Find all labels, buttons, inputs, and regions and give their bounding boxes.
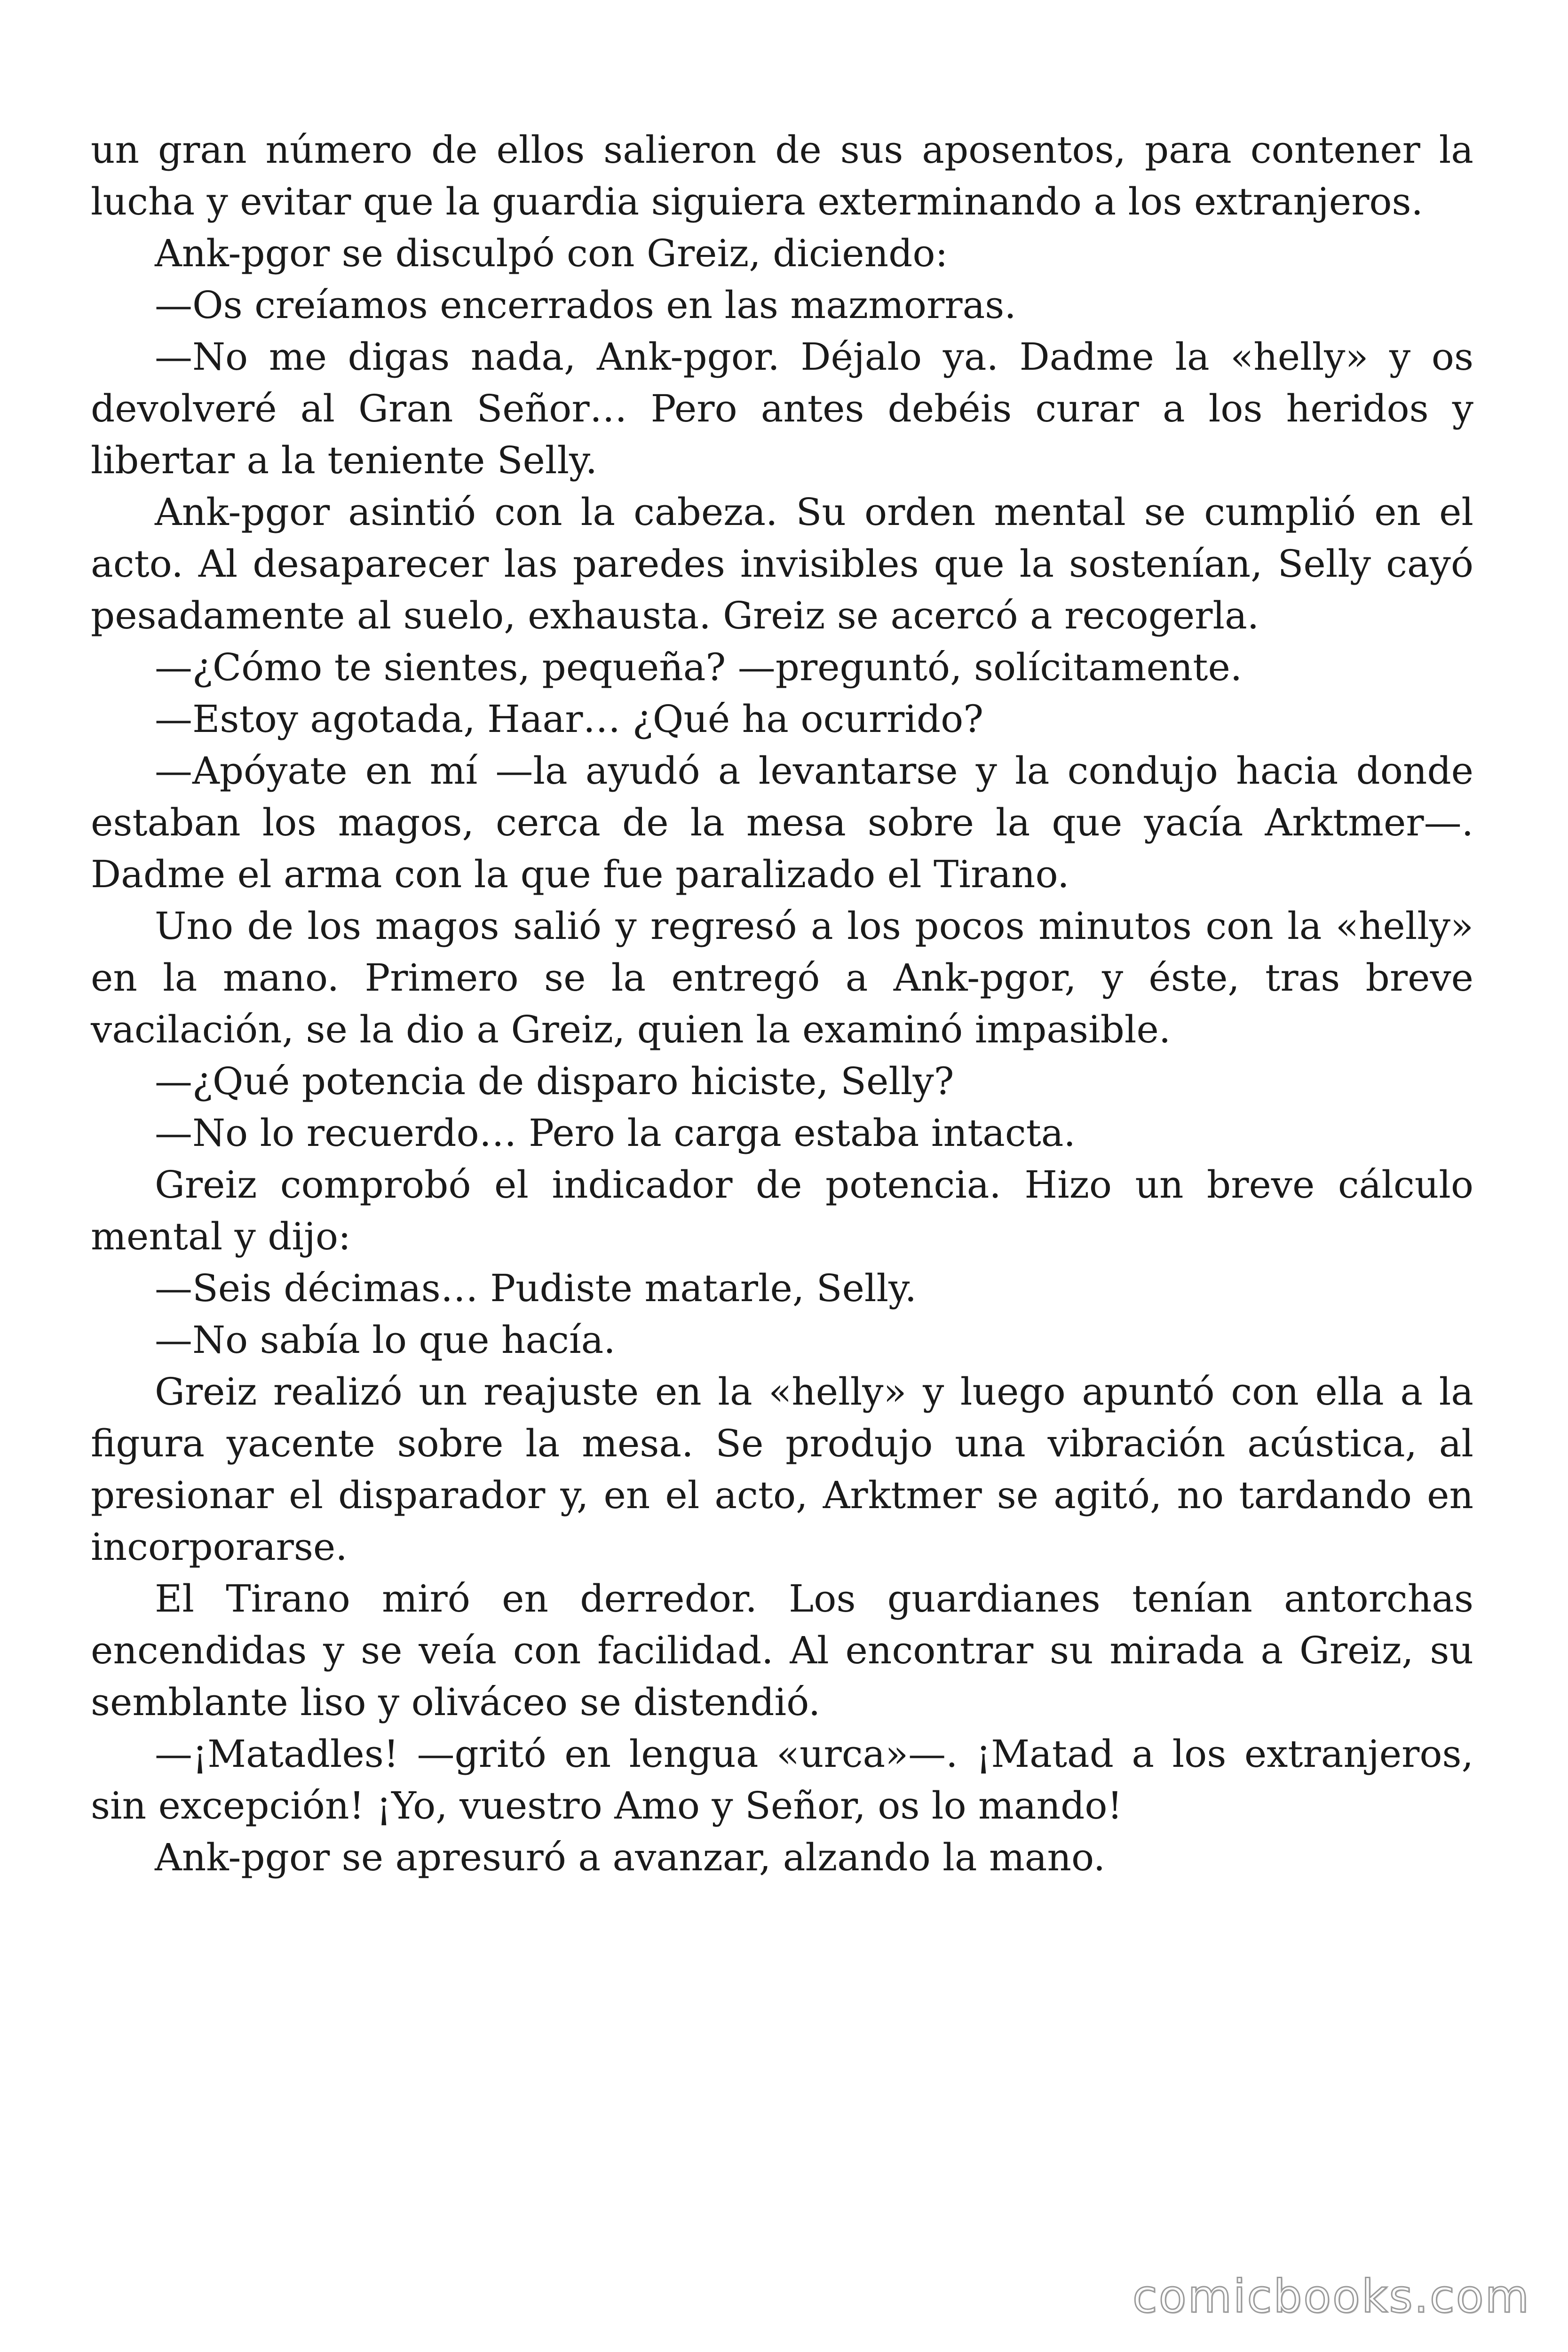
paragraph-9: Uno de los magos salió y regresó a los pocos minutos con la «helly» en la mano. Primero se la entregó a Ank-pgor, y éste, tras breve vacilación, se la dio a Greiz, quien la examinó impasible. [91,904,1473,1051]
watermark: comicbooks.com [1132,2270,1530,2323]
paragraph-1: un gran número de ellos salieron de sus aposentos, para contener la lucha y evitar que la guardia siguiera exterminando a los extranjeros. [91,128,1473,223]
paragraph-5: Ank-pgor asintió con la cabeza. Su orden mental se cumplió en el acto. Al desaparecer las paredes invisibles que la sostenían, Selly cayó pesadamente al suelo, exhausta. Greiz se acercó a recogerla. [91,490,1473,637]
paragraph-15: Greiz realizó un reajuste en la «helly» y luego apuntó con ella a la figura yacente sobre la mesa. Se produjo una vibración acústica, al presionar el disparador y, en el acto, Arktmer se agitó, no tardando en incorporarse. [91,1370,1473,1569]
paragraph-8: —Apóyate en mí —la ayudó a levantarse y la condujo hacia donde estaban los magos, cerca de la mesa sobre la que yacía Arktmer—. Dadme el arma con la que fue paralizado el Tirano. [91,749,1473,896]
paragraph-4: —No me digas nada, Ank-pgor. Déjalo ya. Dadme la «helly» y os devolveré al Gran Señor… Pero antes debéis curar a los heridos y libertar a la teniente Selly. [91,335,1473,482]
paragraph-10: —¿Qué potencia de disparo hiciste, Selly? [155,1059,954,1103]
paragraph-11: —No lo recuerdo… Pero la carga estaba intacta. [155,1111,1076,1155]
paragraph-17: —¡Matadles! —gritó en lengua «urca»—. ¡Matad a los extranjeros, sin excepción! ¡Yo, vuestro Amo y Señor, os lo mando! [91,1732,1473,1828]
paragraph-14: —No sabía lo que hacía. [155,1318,616,1362]
paragraph-18: Ank-pgor se apresuró a avanzar, alzando la mano. [155,1836,1106,1879]
paragraph-16: El Tirano miró en derredor. Los guardianes tenían antorchas encendidas y se veía con facilidad. Al encontrar su mirada a Greiz, su semblante liso y oliváceo se distendió. [91,1577,1473,1724]
paragraph-3: —Os creíamos encerrados en las mazmorras. [155,283,1016,327]
paragraph-13: —Seis décimas… Pudiste matarle, Selly. [155,1266,917,1310]
paragraph-6: —¿Cómo te sientes, pequeña? —preguntó, solícitamente. [155,645,1243,689]
paragraph-2: Ank-pgor se disculpó con Greiz, diciendo: [155,231,948,275]
page-body [91,124,1473,1883]
paragraph-7: —Estoy agotada, Haar… ¿Qué ha ocurrido? [155,697,984,741]
paragraph-12: Greiz comprobó el indicador de potencia. Hizo un breve cálculo mental y dijo: [91,1163,1473,1258]
